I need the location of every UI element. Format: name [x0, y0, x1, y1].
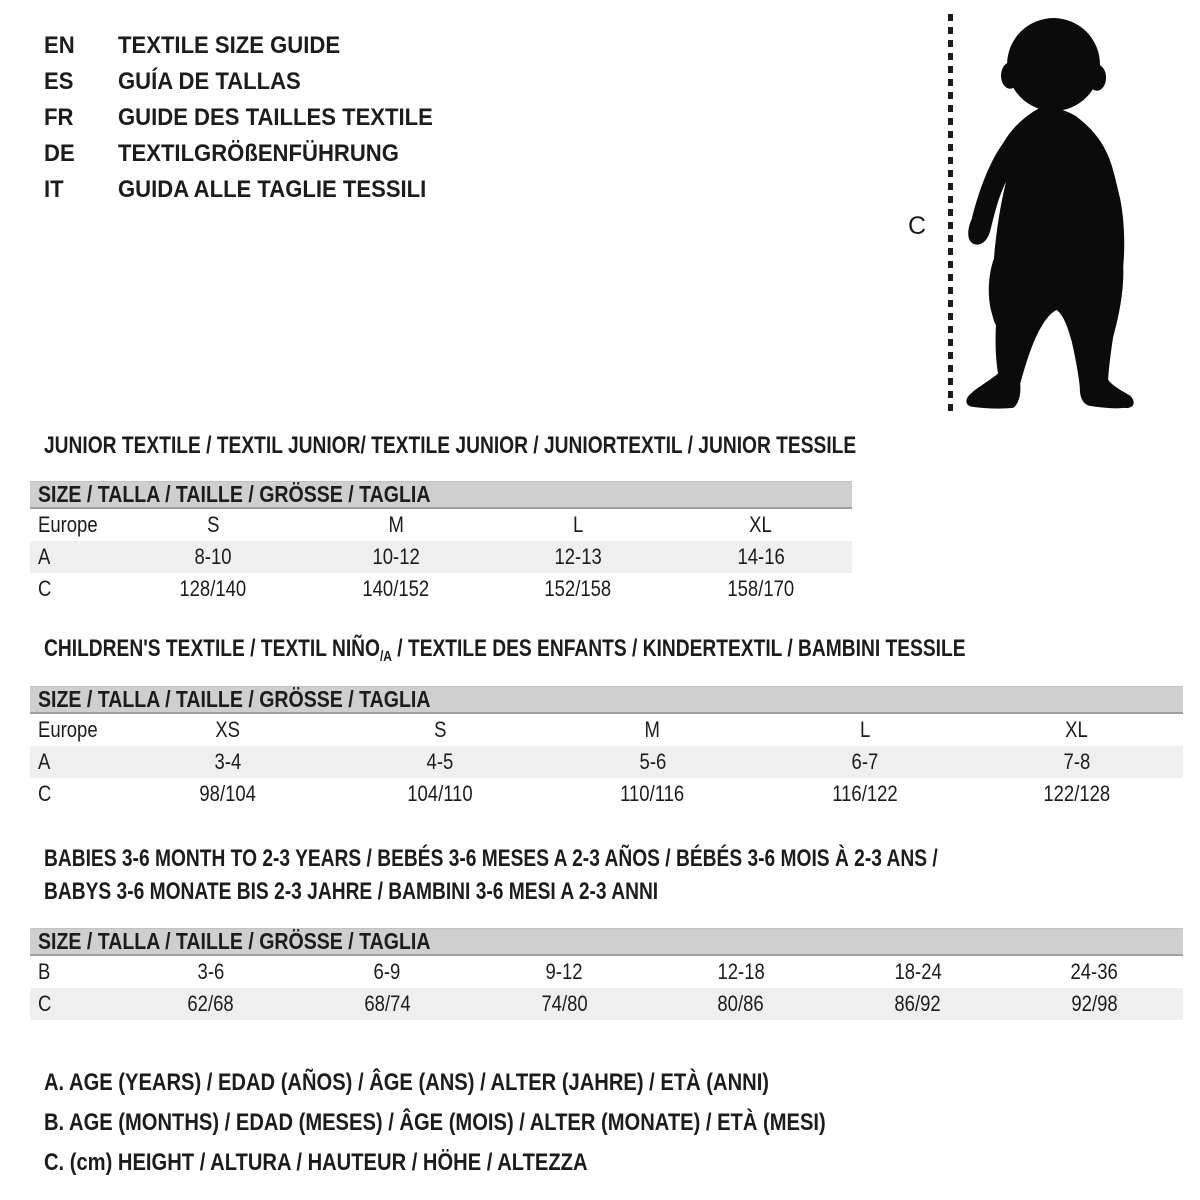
table-row-a [30, 746, 1183, 778]
language-row-es [44, 64, 460, 100]
childrens-size-table [30, 686, 1183, 810]
size-cell: 10-12 [372, 544, 420, 569]
size-cell: 98/104 [199, 781, 257, 806]
size-cell: XS [215, 717, 241, 742]
babies-size-table [30, 928, 1183, 1020]
row-label: C [38, 991, 52, 1016]
language-list [44, 28, 460, 208]
children-title-text: CHILDREN'S TEXTILE / TEXTIL $NIÑO_{/A}$ / TEXTILE DES ENFANTS / KINDERTEXTIL / BAMBINI TESSILE [44, 635, 966, 665]
row-label: C [38, 576, 52, 601]
size-cell: L [859, 717, 870, 742]
language-code: ES [44, 68, 74, 95]
row-label: Europe [38, 512, 98, 537]
size-cell: 3-6 [197, 959, 224, 984]
table-row-c [30, 778, 1183, 810]
size-cell: 62/68 [187, 991, 234, 1016]
section-title-babies [44, 842, 1161, 908]
language-code: EN [44, 32, 75, 59]
size-cell: 24-36 [1070, 959, 1119, 984]
height-measure-dashed-line [948, 14, 953, 416]
size-cell: 80/86 [717, 991, 765, 1016]
size-cell: 116/122 [831, 781, 898, 806]
size-cell: 12-13 [554, 544, 602, 569]
size-cell: M [644, 717, 661, 742]
size-cell: 14-16 [737, 544, 785, 569]
table-row-a [30, 541, 852, 573]
legend-line-b: B. AGE (MONTHS) / EDAD (MESES) / ÂGE (MOIS) / ALTER (MONATE) / ETÀ (MESI) [44, 1109, 826, 1136]
legend-line-a: A. AGE (YEARS) / EDAD (AÑOS) / ÂGE (ANS) / ALTER (JAHRE) / ETÀ (ANNI) [44, 1069, 770, 1096]
size-cell: 122/128 [1043, 781, 1111, 806]
size-cell: 3-4 [214, 749, 242, 774]
row-label: A [38, 544, 51, 569]
language-label: GUÍA DE TALLAS [118, 68, 301, 95]
size-cell: 68/74 [364, 991, 411, 1016]
size-cell: 8-10 [194, 544, 232, 569]
size-cell: 128/140 [179, 576, 247, 601]
size-cell: 74/80 [540, 991, 588, 1016]
size-cell: 9-12 [545, 959, 583, 984]
size-cell: 104/110 [407, 781, 474, 806]
size-cell: 4-5 [426, 749, 454, 774]
size-cell: XL [749, 512, 773, 537]
row-label: C [38, 781, 52, 806]
table-row-c [30, 573, 852, 605]
language-label: TEXTILGRÖßENFÜHRUNG [118, 140, 399, 167]
table-row-b [30, 956, 1183, 988]
size-cell: 158/170 [727, 576, 795, 601]
size-cell: 152/158 [544, 576, 612, 601]
language-row-de [44, 136, 460, 172]
language-code: IT [44, 176, 64, 203]
junior-title-text: JUNIOR TEXTILE / TEXTIL JUNIOR/ TEXTILE JUNIOR / JUNIORTEXTIL / JUNIOR TESSILE [44, 432, 857, 459]
size-table-header: SIZE / TALLA / TAILLE / GRÖSSE / TAGLIA [30, 686, 1183, 714]
size-cell: 92/98 [1071, 991, 1118, 1016]
language-row-fr [44, 100, 460, 136]
row-label: Europe [38, 717, 98, 742]
row-label: B [38, 959, 51, 984]
size-cell: 140/152 [362, 576, 430, 601]
measure-label-c: C [908, 212, 927, 240]
size-cell: XL [1065, 717, 1089, 742]
language-label: GUIDA ALLE TAGLIE TESSILI [118, 176, 427, 203]
size-table-header: SIZE / TALLA / TAILLE / GRÖSSE / TAGLIA [30, 928, 1183, 956]
size-cell: 86/92 [894, 991, 941, 1016]
babies-title-line-1: BABIES 3-6 MONTH TO 2-3 YEARS / BEBÉS 3-6 MESES A 2-3 AÑOS / BÉBÉS 3-6 MOIS À 2-3 ANS / [44, 845, 938, 872]
row-label: A [38, 749, 51, 774]
table-row-europe [30, 509, 852, 541]
language-code: FR [44, 104, 74, 131]
language-row-en [44, 28, 460, 64]
toddler-silhouette-image [962, 12, 1140, 416]
section-title-junior [44, 432, 1059, 460]
language-label: TEXTILE SIZE GUIDE [118, 32, 341, 59]
size-cell: 6-9 [373, 959, 401, 984]
size-cell: 110/116 [620, 781, 685, 806]
language-code: DE [44, 140, 75, 167]
table-row-europe [30, 714, 1183, 746]
size-cell: 7-8 [1063, 749, 1091, 774]
section-title-children [44, 635, 1196, 666]
table-row-c [30, 988, 1183, 1020]
legend [44, 1063, 975, 1183]
size-table-header: SIZE / TALLA / TAILLE / GRÖSSE / TAGLIA [30, 481, 852, 509]
size-cell: L [573, 512, 584, 537]
size-cell: M [388, 512, 404, 537]
size-cell: 12-18 [717, 959, 765, 984]
size-cell: 18-24 [894, 959, 942, 984]
legend-line-c: C. (cm) HEIGHT / ALTURA / HAUTEUR / HÖHE / ALTEZZA [44, 1149, 588, 1176]
size-cell: 5-6 [639, 749, 666, 774]
size-cell: 6-7 [851, 749, 879, 774]
junior-size-table [30, 481, 852, 605]
language-row-it [44, 172, 460, 208]
size-cell: S [434, 717, 447, 742]
size-cell: S [207, 512, 220, 537]
babies-title-line-2: BABYS 3-6 MONATE BIS 2-3 JAHRE / BAMBINI 3-6 MESI A 2-3 ANNI [44, 878, 659, 905]
nino-a-subscript: /A [379, 648, 392, 665]
language-label: GUIDE DES TAILLES TEXTILE [118, 104, 433, 131]
